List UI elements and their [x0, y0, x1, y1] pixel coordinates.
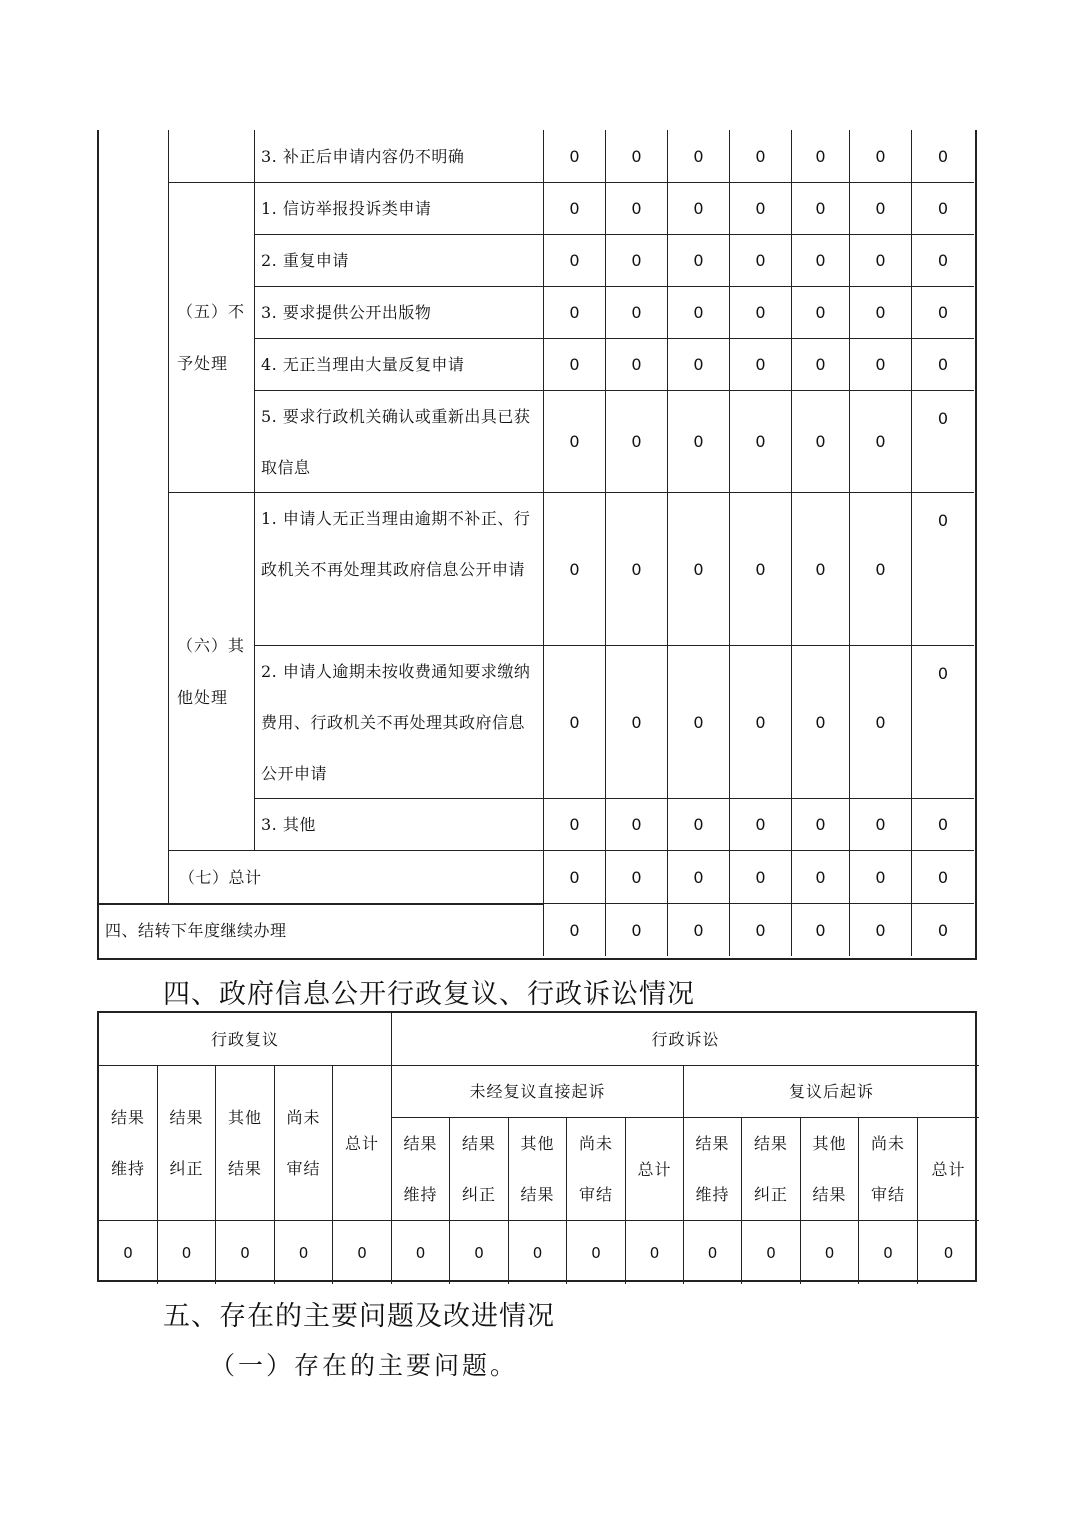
cell-value: 0: [937, 920, 949, 940]
row-label: 3. 要求提供公开出版物: [255, 287, 544, 339]
cell-value: 0: [668, 851, 730, 904]
carryover-label: 四、结转下年度继续办理: [99, 904, 544, 956]
cell-value: 0: [850, 904, 912, 956]
cell-value: 0: [606, 235, 668, 287]
value-cell: 0: [742, 1221, 801, 1284]
section-5-subtitle: （一）存在的主要问题。: [210, 1351, 519, 1380]
col-total: 总计: [626, 1118, 684, 1221]
col-maintain: 结果维持: [392, 1118, 450, 1221]
row-label: 1. 申请人无正当理由逾期不补正、行政机关不再处理其政府信息公开申请: [255, 493, 544, 646]
value-cell: 0: [567, 1221, 626, 1284]
cell-value: 0: [792, 183, 850, 235]
cell-value: 0: [792, 235, 850, 287]
value-cell: 0: [275, 1221, 333, 1284]
cell-value: 0: [668, 391, 730, 493]
value-cell: 0: [158, 1221, 216, 1284]
value-cell: 0: [859, 1221, 918, 1284]
cell-value: 0: [792, 851, 850, 904]
row-label: 2. 申请人逾期未按收费通知要求缴纳费用、行政机关不再处理其政府信息公开申请: [255, 646, 544, 799]
cell-value: 0: [912, 339, 974, 391]
row-label: 5. 要求行政机关确认或重新出具已获取信息: [255, 391, 544, 493]
cell-value: 0: [912, 851, 974, 904]
cell-value: 0: [606, 851, 668, 904]
value-cell: 0: [626, 1221, 684, 1284]
header-after-review: 复议后起诉: [684, 1066, 979, 1118]
cell-value: 0: [544, 287, 606, 339]
col-correct: 结果纠正: [450, 1118, 509, 1221]
cell-value: 0: [850, 646, 912, 799]
cell-value: 0: [544, 493, 606, 646]
cell-value: 0: [668, 287, 730, 339]
cell-value: 0: [606, 391, 668, 493]
cell-value: 0: [668, 799, 730, 851]
col-other: 其他结果: [509, 1118, 567, 1221]
cell-value: 0: [850, 493, 912, 646]
value-cell: 0: [684, 1221, 742, 1284]
value-cell: 0: [216, 1221, 275, 1284]
row-label: 2. 重复申请: [255, 235, 544, 287]
cell-value: 0: [730, 493, 792, 646]
value-cell: 0: [333, 1221, 392, 1284]
section-5-title: 五、存在的主要问题及改进情况: [163, 1301, 555, 1332]
col-pending: 尚未审结: [859, 1118, 918, 1221]
col-other: 其他结果: [216, 1066, 275, 1221]
cell-value: 0: [730, 339, 792, 391]
cell-value: 0: [792, 493, 850, 646]
cell-value: 0: [606, 287, 668, 339]
cell-value: 0: [544, 904, 606, 956]
cell-value: 0: [606, 646, 668, 799]
cell-value: 0: [730, 183, 792, 235]
cell-value: 0: [850, 235, 912, 287]
cell-value: 0: [730, 235, 792, 287]
cell-value: 0: [606, 130, 668, 183]
cell-value: 0: [912, 799, 974, 851]
cell-value: 0: [544, 391, 606, 493]
col-correct: 结果纠正: [158, 1066, 216, 1221]
col-pending: 尚未审结: [275, 1066, 333, 1221]
cell-value: 0: [792, 799, 850, 851]
group-cell-prev: [169, 130, 255, 183]
cell-value: 0: [912, 287, 974, 339]
cell-value: 0: [792, 130, 850, 183]
value-cell: 0: [392, 1221, 450, 1284]
row-label: 1. 信访举报投诉类申请: [255, 183, 544, 235]
value-cell: 0: [801, 1221, 859, 1284]
value-cell: 0: [450, 1221, 509, 1284]
header-direct: 未经复议直接起诉: [392, 1066, 684, 1118]
cell-value: 0: [850, 287, 912, 339]
cell-value: 0: [792, 646, 850, 799]
cell-value: 0: [668, 904, 730, 956]
cell-value: 0: [606, 799, 668, 851]
cell-value: 0: [544, 235, 606, 287]
cell-value: 0: [544, 799, 606, 851]
cell-value: 0: [912, 391, 974, 493]
cell-value: 0: [730, 904, 792, 956]
cell-value: 0: [606, 904, 668, 956]
cell-value: 0: [544, 851, 606, 904]
group-label-5: （五）不予处理: [169, 183, 255, 493]
header-review: 行政复议: [99, 1013, 392, 1066]
header-litigation: 行政诉讼: [392, 1013, 979, 1066]
row-label: 3. 其他: [255, 799, 544, 851]
section-4-title: 四、政府信息公开行政复议、行政诉讼情况: [163, 979, 695, 1010]
cell-value: 0: [912, 646, 974, 799]
cell-value: 0: [730, 130, 792, 183]
row-label: 3. 补正后申请内容仍不明确: [255, 130, 544, 183]
cell-value: 0: [606, 339, 668, 391]
cell-value: 0: [544, 130, 606, 183]
cell-value: 0: [606, 493, 668, 646]
cell-value: 0: [730, 799, 792, 851]
value-cell: 0: [509, 1221, 567, 1284]
cell-value: 0: [544, 183, 606, 235]
cell-value: 0: [730, 646, 792, 799]
cell-value: 0: [850, 130, 912, 183]
col-pending: 尚未审结: [567, 1118, 626, 1221]
value-cell: 0: [943, 1243, 954, 1262]
cell-value: 0: [668, 130, 730, 183]
group-label-6: （六）其他处理: [169, 493, 255, 851]
cell-value: 0: [792, 339, 850, 391]
cell-value: 0: [544, 339, 606, 391]
col-correct: 结果纠正: [742, 1118, 801, 1221]
cell-value: 0: [850, 851, 912, 904]
cell-value: 0: [792, 904, 850, 956]
total-label: （七）总计: [169, 851, 544, 904]
cell-value: 0: [912, 183, 974, 235]
col-other: 其他结果: [801, 1118, 859, 1221]
cell-value: 0: [792, 391, 850, 493]
cell-value: 0: [544, 646, 606, 799]
disposal-table: [97, 130, 977, 960]
col-maintain: 结果维持: [684, 1118, 742, 1221]
cell-value: 0: [606, 183, 668, 235]
cell-value: 0: [850, 183, 912, 235]
outer-category-cell: [99, 130, 169, 904]
cell-value: 0: [850, 339, 912, 391]
review-litigation-table: [97, 1011, 977, 1282]
cell-value: 0: [850, 391, 912, 493]
cell-value: 0: [912, 493, 974, 646]
col-total: 总计: [918, 1118, 979, 1221]
col-total: 总计: [333, 1066, 392, 1221]
cell-value: 0: [668, 493, 730, 646]
cell-value: 0: [792, 287, 850, 339]
cell-value: 0: [730, 851, 792, 904]
cell-value: 0: [912, 235, 974, 287]
value-cell: 0: [99, 1221, 158, 1284]
cell-value: 0: [668, 183, 730, 235]
cell-value: 0: [850, 799, 912, 851]
cell-value: 0: [912, 130, 974, 183]
col-maintain: 结果维持: [99, 1066, 158, 1221]
cell-value: 0: [668, 646, 730, 799]
cell-value: 0: [730, 391, 792, 493]
cell-value: 0: [668, 339, 730, 391]
cell-value: 0: [668, 235, 730, 287]
cell-value: 0: [730, 287, 792, 339]
row-label: 4. 无正当理由大量反复申请: [255, 339, 544, 391]
